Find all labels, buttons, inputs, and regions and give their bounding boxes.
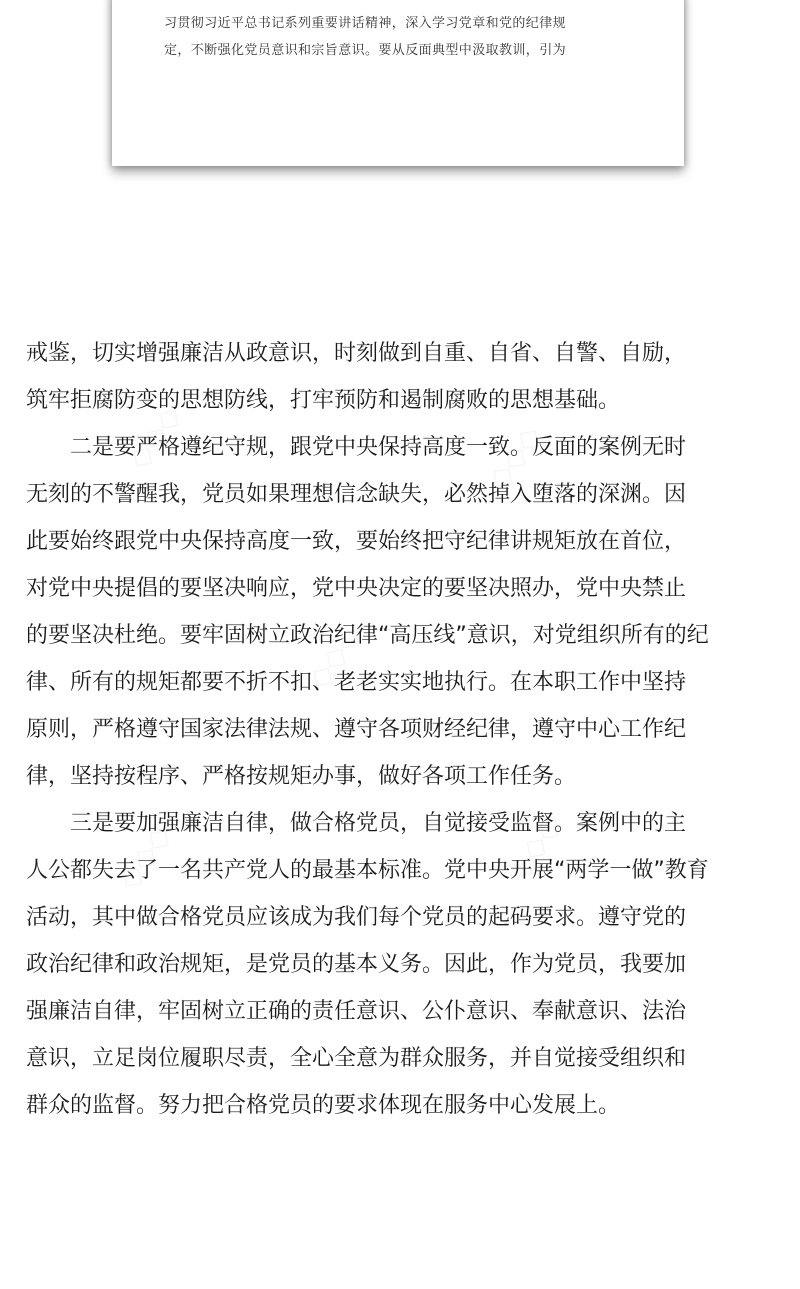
body-line: 的要坚决杜绝。要牢固树立政治纪律“高压线”意识，对党组织所有的纪 — [26, 623, 709, 648]
body-line: 活动，其中做合格党员应该成为我们每个党员的起码要求。遵守党的 — [26, 905, 687, 930]
body-line: 二是要严格遵纪守规，跟党中央保持高度一致。反面的案例无时 — [26, 435, 687, 460]
body-line: 对党中央提倡的要坚决响应，党中央决定的要坚决照办，党中央禁止 — [26, 576, 687, 601]
body-line: 三是要加强廉洁自律，做合格党员，自觉接受监督。案例中的主 — [26, 811, 687, 836]
preview-line: 习贯彻习近平总书记系列重要讲话精神，深入学习党章和党的纪律规 — [164, 16, 567, 31]
body-line: 政治纪律和政治规矩，是党员的基本义务。因此，作为党员，我要加 — [26, 952, 687, 977]
body-line: 戒鉴，切实增强廉洁从政意识，时刻做到自重、自省、自警、自励， — [26, 341, 687, 366]
body-line: 律、所有的规矩都要不折不扣、老老实实地执行。在本职工作中坚持 — [26, 670, 687, 695]
body-line: 意识，立足岗位履职尽责，全心全意为群众服务，并自觉接受组织和 — [26, 1046, 687, 1071]
body-line: 无刻的不警醒我，党员如果理想信念缺失，必然掉入堕落的深渊。因 — [26, 482, 687, 507]
body-line: 原则，严格遵守国家法律法规、遵守各项财经纪律，遵守中心工作纪 — [26, 717, 687, 742]
preview-line: 定，不断强化党员意识和宗旨意识。要从反面典型中汲取教训，引为 — [164, 43, 567, 58]
body-line: 筑牢拒腐防变的思想防线，打牢预防和遏制腐败的思想基础。 — [26, 388, 621, 413]
body-line: 律，坚持按程序、严格按规矩办事，做好各项工作任务。 — [26, 764, 577, 789]
document-body — [26, 330, 776, 1129]
preview-paragraph — [164, 10, 642, 64]
body-line: 人公都失去了一名共产党人的最基本标准。党中央开展“两学一做”教育 — [26, 858, 709, 883]
body-line: 此要始终跟党中央保持高度一致，要始终把守纪律讲规矩放在首位， — [26, 529, 687, 554]
document-page-preview — [112, 0, 684, 166]
body-line: 强廉洁自律，牢固树立正确的责任意识、公仆意识、奉献意识、法治 — [26, 999, 687, 1024]
body-line: 群众的监督。努力把合格党员的要求体现在服务中心发展上。 — [26, 1093, 621, 1118]
